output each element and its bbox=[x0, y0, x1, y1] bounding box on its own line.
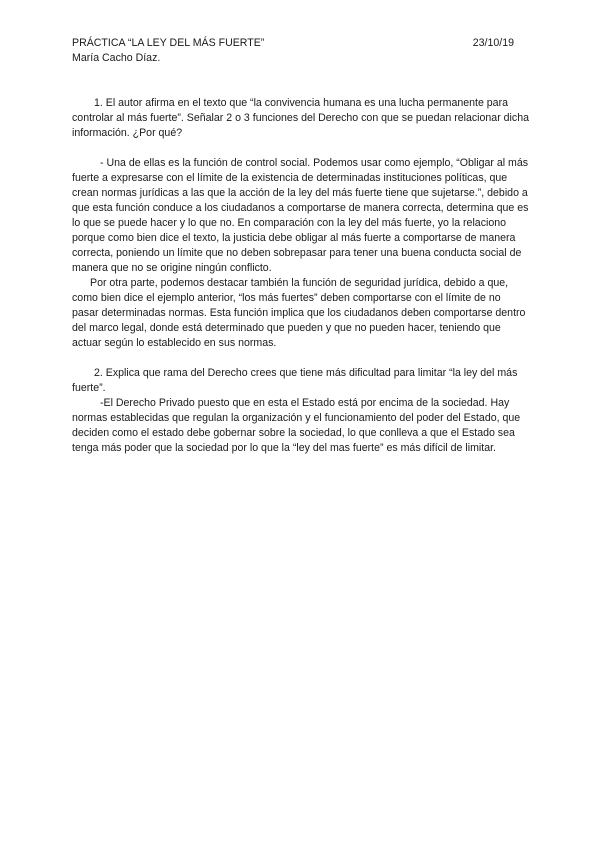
document-date: 23/10/19 bbox=[472, 37, 514, 49]
document-body bbox=[72, 96, 530, 456]
answer-1-paragraph-2: Por otra parte, podemos destacar también la función de seguridad jurídica, debido a que, como bien dice el ejemplo anterior, “los más fuertes” deben comportarse con el límite de no pasar determinadas normas. Esta función implica que los ciudadanos deben comportarse dentro del marco legal, donde está determinado que pueden y que no pueden hacer, teniendo que actuar según lo establecido en sus normas. bbox=[72, 277, 526, 349]
question-2: 2. Explica que rama del Derecho crees que tiene más dificultad para limitar “la ley del más fuerte”. bbox=[72, 367, 518, 394]
document-title: PRÁCTICA “LA LEY DEL MÁS FUERTE” bbox=[72, 37, 265, 49]
question-1: 1. El autor afirma en el texto que “la convivencia humana es una lucha permanente para controlar al más fuerte”. Señalar 2 o 3 funciones del Derecho con que se puedan relacionar dicha información. ¿Por qué? bbox=[72, 97, 529, 139]
document-header bbox=[72, 36, 264, 66]
answer-2-paragraph-1: -El Derecho Privado puesto que en esta el Estado está por encima de la sociedad. Hay normas establecidas que regulan la organización y el funcionamiento del poder del Estado, que deciden como el estado debe gobernar sobre la sociedad, lo que conlleva a que el Estado sea tenga más poder que la sociedad por lo que la “ley del mas fuerte” es más difícil de limitar. bbox=[72, 397, 521, 454]
answer-1-paragraph-1: - Una de ellas es la función de control social. Podemos usar como ejemplo, “Obligar al más fuerte a expresarse con el límite de la existencia de determinadas instituciones políticas, que crean normas jurídicas a las que la acción de la ley del más fuerte tiene que sujetarse.”, debido a que esta función conduce a los ciudadanos a comportarse de manera correcta, determina que es lo que se puede hacer y lo que no. En comparación con la ley del más fuerte, yo la relaciono porque como bien dice el texto, la justicia debe obligar al más fuerte a comportarse de manera correcta, poniendo un límite que no deben sobrepasar para tener una buena conducta social de manera que no se origine ningún conflicto. bbox=[72, 157, 529, 274]
author-name: María Cacho Díaz. bbox=[72, 52, 161, 64]
